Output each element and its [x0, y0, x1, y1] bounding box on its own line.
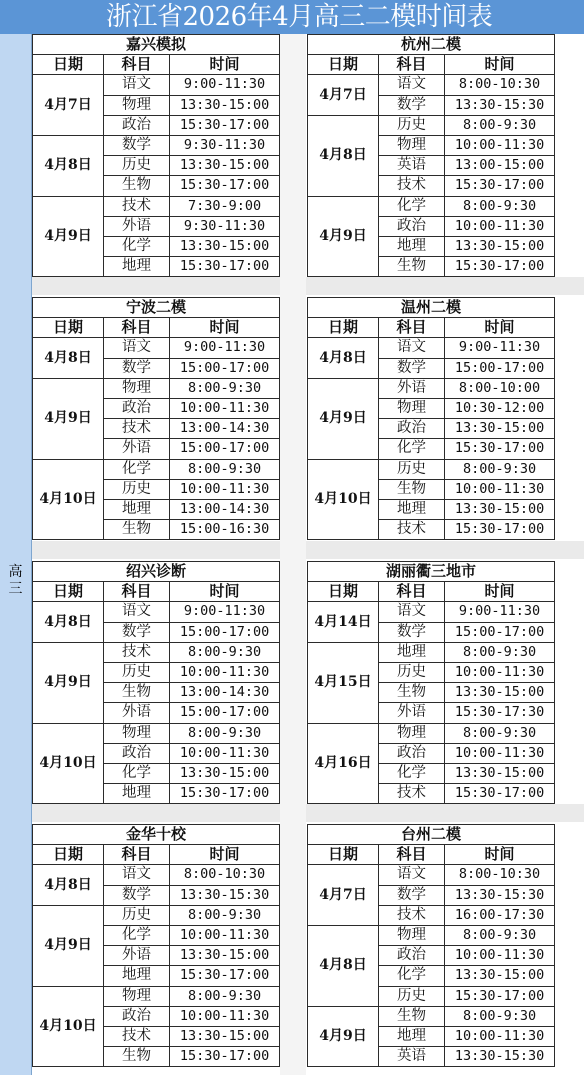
time-cell: 15:30-17:00: [445, 784, 555, 804]
table-row: [33, 865, 280, 885]
subject-cell: 语文: [104, 602, 170, 622]
table-row: [308, 338, 555, 358]
table-row: [33, 75, 280, 95]
date-cell: 4月8日: [33, 865, 104, 905]
exam-name-row: [308, 298, 555, 318]
subject-cell: 历史: [379, 459, 445, 479]
time-cell: 15:00-17:00: [445, 622, 555, 642]
subject-cell: 生物: [104, 176, 170, 196]
table-row: [308, 925, 555, 945]
time-cell: 10:00-11:30: [170, 479, 280, 499]
subject-cell: 英语: [379, 156, 445, 176]
time-cell: 13:30-15:00: [170, 763, 280, 783]
exam-block: [32, 297, 280, 540]
table-row: [308, 196, 555, 216]
subject-cell: 化学: [379, 439, 445, 459]
subject-cell: 政治: [379, 216, 445, 236]
subject-cell: 技术: [379, 520, 445, 540]
header-time: 时间: [170, 55, 280, 75]
subject-cell: 地理: [104, 257, 170, 277]
subject-cell: 政治: [379, 743, 445, 763]
table-row: [33, 338, 280, 358]
table-row: [308, 115, 555, 135]
header-time: 时间: [445, 55, 555, 75]
time-cell: 9:30-11:30: [170, 216, 280, 236]
subject-cell: 技术: [104, 642, 170, 662]
exam-block: [307, 34, 555, 277]
time-cell: 8:00-10:30: [445, 75, 555, 95]
subject-cell: 历史: [104, 905, 170, 925]
subject-cell: 数学: [379, 358, 445, 378]
date-cell: 4月7日: [308, 75, 379, 115]
exam-name-row: [33, 35, 280, 55]
subject-cell: 技术: [379, 176, 445, 196]
time-cell: 13:30-15:00: [170, 1026, 280, 1046]
header-row: [308, 318, 555, 338]
subject-cell: 化学: [104, 763, 170, 783]
time-cell: 13:30-15:00: [445, 763, 555, 783]
time-cell: 15:30-17:00: [445, 986, 555, 1006]
table-row: [308, 865, 555, 885]
subject-cell: 化学: [104, 459, 170, 479]
subject-cell: 历史: [104, 662, 170, 682]
time-cell: 15:30-17:00: [445, 257, 555, 277]
time-cell: 8:00-9:30: [170, 986, 280, 1006]
schedule-grid: [32, 34, 584, 1075]
time-cell: 13:30-15:30: [170, 885, 280, 905]
subject-cell: 外语: [104, 216, 170, 236]
subject-cell: 数学: [104, 622, 170, 642]
subject-cell: 历史: [379, 986, 445, 1006]
exam-table: [307, 824, 555, 1067]
header-time: 时间: [445, 582, 555, 602]
time-cell: 13:00-14:30: [170, 683, 280, 703]
date-cell: 4月8日: [308, 925, 379, 1006]
time-cell: 13:30-15:30: [445, 95, 555, 115]
subject-cell: 数学: [104, 885, 170, 905]
subject-cell: 物理: [104, 986, 170, 1006]
date-cell: 4月9日: [33, 378, 104, 459]
table-row: [33, 196, 280, 216]
time-cell: 13:00-14:30: [170, 419, 280, 439]
subject-cell: 数学: [379, 95, 445, 115]
header-row: [308, 845, 555, 865]
date-cell: 4月9日: [33, 905, 104, 986]
header-subject: 科目: [379, 582, 445, 602]
exam-block: [32, 34, 280, 277]
date-cell: 4月10日: [33, 459, 104, 540]
subject-cell: 数学: [379, 885, 445, 905]
exam-name-row: [308, 825, 555, 845]
time-cell: 15:30-17:00: [445, 439, 555, 459]
time-cell: 15:00-17:00: [170, 358, 280, 378]
exam-name: 台州二模: [308, 825, 555, 845]
date-cell: 4月14日: [308, 602, 379, 642]
exam-name: 杭州二模: [308, 35, 555, 55]
table-row: [308, 1006, 555, 1026]
header-date: 日期: [308, 845, 379, 865]
time-cell: 13:30-15:00: [445, 419, 555, 439]
subject-cell: 外语: [104, 439, 170, 459]
exam-name-row: [308, 562, 555, 582]
date-cell: 4月10日: [33, 723, 104, 804]
subject-cell: 地理: [379, 1026, 445, 1046]
time-cell: 8:00-9:30: [445, 723, 555, 743]
time-cell: 15:30-17:00: [170, 1047, 280, 1067]
time-cell: 13:00-15:00: [445, 156, 555, 176]
table-row: [33, 135, 280, 155]
header-time: 时间: [445, 318, 555, 338]
header-row: [308, 582, 555, 602]
time-cell: 15:30-17:30: [445, 703, 555, 723]
time-cell: 13:30-15:00: [445, 236, 555, 256]
subject-cell: 技术: [104, 196, 170, 216]
header-row: [308, 55, 555, 75]
date-cell: 4月9日: [308, 196, 379, 277]
exam-name: 嘉兴模拟: [33, 35, 280, 55]
subject-cell: 政治: [104, 743, 170, 763]
subject-cell: 物理: [379, 398, 445, 418]
table-row: [308, 602, 555, 622]
time-cell: 10:00-11:30: [445, 135, 555, 155]
header-date: 日期: [33, 318, 104, 338]
time-cell: 10:00-11:30: [170, 398, 280, 418]
time-cell: 9:00-11:30: [445, 602, 555, 622]
header-subject: 科目: [379, 55, 445, 75]
grade-label: [0, 564, 31, 598]
subject-cell: 技术: [104, 1026, 170, 1046]
header-time: 时间: [170, 318, 280, 338]
header-row: [33, 582, 280, 602]
subject-cell: 生物: [379, 1006, 445, 1026]
time-cell: 8:00-9:30: [445, 459, 555, 479]
time-cell: 15:30-17:00: [170, 176, 280, 196]
subject-cell: 物理: [379, 135, 445, 155]
time-cell: 15:30-17:00: [445, 520, 555, 540]
time-cell: 13:30-15:00: [170, 156, 280, 176]
header-subject: 科目: [104, 55, 170, 75]
time-cell: 9:00-11:30: [445, 338, 555, 358]
subject-cell: 地理: [379, 642, 445, 662]
date-cell: 4月15日: [308, 642, 379, 723]
time-cell: 8:00-9:30: [445, 1006, 555, 1026]
exam-block: [32, 561, 280, 804]
row-separator: [32, 541, 584, 559]
time-cell: 8:00-10:00: [445, 378, 555, 398]
time-cell: 16:00-17:30: [445, 905, 555, 925]
time-cell: 10:00-11:30: [445, 1026, 555, 1046]
subject-cell: 外语: [104, 946, 170, 966]
exam-name-row: [33, 298, 280, 318]
subject-cell: 生物: [104, 683, 170, 703]
subject-cell: 政治: [379, 946, 445, 966]
table-row: [33, 723, 280, 743]
time-cell: 15:30-17:00: [445, 176, 555, 196]
header-row: [33, 845, 280, 865]
header-subject: 科目: [379, 845, 445, 865]
header-date: 日期: [33, 845, 104, 865]
time-cell: 8:00-9:30: [445, 115, 555, 135]
date-cell: 4月9日: [33, 196, 104, 277]
subject-cell: 地理: [104, 966, 170, 986]
date-cell: 4月16日: [308, 723, 379, 804]
subject-cell: 化学: [379, 763, 445, 783]
time-cell: 9:00-11:30: [170, 338, 280, 358]
time-cell: 9:30-11:30: [170, 135, 280, 155]
exam-name: 温州二模: [308, 298, 555, 318]
table-row: [33, 905, 280, 925]
time-cell: 8:00-9:30: [170, 642, 280, 662]
subject-cell: 技术: [104, 419, 170, 439]
time-cell: 15:00-17:00: [445, 358, 555, 378]
subject-cell: 政治: [104, 1006, 170, 1026]
time-cell: 10:00-11:30: [445, 743, 555, 763]
time-cell: 13:30-15:00: [445, 683, 555, 703]
table-row: [33, 378, 280, 398]
subject-cell: 地理: [379, 236, 445, 256]
subject-cell: 地理: [104, 784, 170, 804]
row-separator: [32, 804, 584, 822]
exam-name: 绍兴诊断: [33, 562, 280, 582]
time-cell: 13:30-15:30: [445, 1047, 555, 1067]
subject-cell: 语文: [104, 75, 170, 95]
header-date: 日期: [308, 582, 379, 602]
time-cell: 7:30-9:00: [170, 196, 280, 216]
time-cell: 10:00-11:30: [445, 946, 555, 966]
date-cell: 4月8日: [308, 115, 379, 196]
table-row: [33, 602, 280, 622]
exam-table: [32, 34, 280, 277]
subject-cell: 物理: [379, 723, 445, 743]
subject-cell: 语文: [104, 865, 170, 885]
exam-block: [307, 561, 555, 804]
row-separator: [32, 277, 584, 295]
header-subject: 科目: [379, 318, 445, 338]
header-subject: 科目: [104, 845, 170, 865]
time-cell: 8:00-9:30: [445, 925, 555, 945]
time-cell: 10:00-11:30: [170, 662, 280, 682]
time-cell: 15:00-16:30: [170, 520, 280, 540]
time-cell: 15:00-17:00: [170, 439, 280, 459]
time-cell: 10:00-11:30: [170, 1006, 280, 1026]
table-row: [308, 378, 555, 398]
grade-char: 高: [8, 564, 23, 580]
time-cell: 15:00-17:00: [170, 703, 280, 723]
exam-table: [307, 34, 555, 277]
subject-cell: 化学: [104, 925, 170, 945]
exam-table: [32, 297, 280, 540]
header-time: 时间: [445, 845, 555, 865]
time-cell: 8:00-9:30: [170, 905, 280, 925]
date-cell: 4月10日: [33, 986, 104, 1067]
table-row: [308, 723, 555, 743]
subject-cell: 历史: [379, 115, 445, 135]
time-cell: 10:00-11:30: [445, 216, 555, 236]
time-cell: 10:00-11:30: [445, 662, 555, 682]
header-time: 时间: [170, 845, 280, 865]
page-title: 浙江省2026年4月高三二模时间表: [106, 2, 493, 32]
date-cell: 4月9日: [308, 378, 379, 459]
exam-name-row: [33, 825, 280, 845]
time-cell: 8:00-10:30: [445, 865, 555, 885]
subject-cell: 语文: [379, 602, 445, 622]
subject-cell: 物理: [104, 723, 170, 743]
subject-cell: 技术: [379, 905, 445, 925]
date-cell: 4月9日: [308, 1006, 379, 1067]
table-row: [33, 459, 280, 479]
subject-cell: 政治: [104, 115, 170, 135]
subject-cell: 外语: [379, 378, 445, 398]
time-cell: 13:30-15:00: [170, 236, 280, 256]
table-row: [308, 459, 555, 479]
exam-block: [307, 297, 555, 540]
header-date: 日期: [33, 582, 104, 602]
subject-cell: 技术: [379, 784, 445, 804]
time-cell: 13:30-15:00: [445, 966, 555, 986]
table-row: [33, 642, 280, 662]
time-cell: 15:30-17:00: [170, 115, 280, 135]
table-row: [33, 986, 280, 1006]
subject-cell: 生物: [379, 683, 445, 703]
subject-cell: 数学: [104, 358, 170, 378]
subject-cell: 化学: [379, 966, 445, 986]
time-cell: 9:00-11:30: [170, 602, 280, 622]
date-cell: 4月8日: [33, 602, 104, 642]
subject-cell: 语文: [104, 338, 170, 358]
time-cell: 8:00-9:30: [445, 642, 555, 662]
exam-table: [307, 297, 555, 540]
exam-table: [32, 824, 280, 1067]
header-date: 日期: [308, 318, 379, 338]
table-row: [308, 642, 555, 662]
subject-cell: 物理: [104, 95, 170, 115]
time-cell: 13:30-15:00: [170, 946, 280, 966]
header-subject: 科目: [104, 318, 170, 338]
subject-cell: 语文: [379, 75, 445, 95]
date-cell: 4月7日: [308, 865, 379, 926]
exam-table: [32, 561, 280, 804]
header-time: 时间: [170, 582, 280, 602]
time-cell: 10:00-11:30: [445, 479, 555, 499]
date-cell: 4月8日: [33, 338, 104, 378]
time-cell: 13:30-15:00: [445, 499, 555, 519]
time-cell: 9:00-11:30: [170, 75, 280, 95]
exam-table: [307, 561, 555, 804]
time-cell: 13:30-15:30: [445, 885, 555, 905]
date-cell: 4月10日: [308, 459, 379, 540]
column-separator: [280, 34, 306, 1075]
time-cell: 13:00-14:30: [170, 499, 280, 519]
header-row: [33, 318, 280, 338]
exam-name-row: [33, 562, 280, 582]
date-cell: 4月8日: [308, 338, 379, 378]
subject-cell: 物理: [379, 925, 445, 945]
subject-cell: 数学: [379, 622, 445, 642]
exam-name-row: [308, 35, 555, 55]
time-cell: 8:00-9:30: [170, 378, 280, 398]
header-date: 日期: [308, 55, 379, 75]
subject-cell: 生物: [104, 520, 170, 540]
subject-cell: 历史: [104, 479, 170, 499]
exam-name: 宁波二模: [33, 298, 280, 318]
subject-cell: 物理: [104, 378, 170, 398]
time-cell: 10:30-12:00: [445, 398, 555, 418]
time-cell: 10:00-11:30: [170, 743, 280, 763]
subject-cell: 化学: [104, 236, 170, 256]
date-cell: 4月8日: [33, 135, 104, 196]
time-cell: 13:30-15:00: [170, 95, 280, 115]
subject-cell: 地理: [379, 499, 445, 519]
grade-char: 三: [8, 581, 23, 597]
subject-cell: 外语: [379, 703, 445, 723]
table-row: [308, 75, 555, 95]
subject-cell: 生物: [379, 257, 445, 277]
subject-cell: 语文: [379, 338, 445, 358]
subject-cell: 政治: [104, 398, 170, 418]
subject-cell: 地理: [104, 499, 170, 519]
subject-cell: 政治: [379, 419, 445, 439]
header-row: [33, 55, 280, 75]
time-cell: 10:00-11:30: [170, 925, 280, 945]
subject-cell: 语文: [379, 865, 445, 885]
time-cell: 8:00-9:30: [445, 196, 555, 216]
date-cell: 4月7日: [33, 75, 104, 136]
time-cell: 8:00-9:30: [170, 723, 280, 743]
time-cell: 15:30-17:00: [170, 966, 280, 986]
time-cell: 15:30-17:00: [170, 784, 280, 804]
subject-cell: 生物: [379, 479, 445, 499]
time-cell: 8:00-10:30: [170, 865, 280, 885]
header-subject: 科目: [104, 582, 170, 602]
title-bar: [0, 0, 584, 34]
subject-cell: 外语: [104, 703, 170, 723]
subject-cell: 英语: [379, 1047, 445, 1067]
exam-name: 金华十校: [33, 825, 280, 845]
exam-name: 湖丽衢三地市: [308, 562, 555, 582]
subject-cell: 生物: [104, 1047, 170, 1067]
subject-cell: 历史: [379, 662, 445, 682]
subject-cell: 历史: [104, 156, 170, 176]
date-cell: 4月9日: [33, 642, 104, 723]
grade-column: [0, 34, 32, 1075]
subject-cell: 数学: [104, 135, 170, 155]
exam-block: [307, 824, 555, 1067]
exam-block: [32, 824, 280, 1067]
subject-cell: 化学: [379, 196, 445, 216]
time-cell: 15:30-17:00: [170, 257, 280, 277]
time-cell: 8:00-9:30: [170, 459, 280, 479]
header-date: 日期: [33, 55, 104, 75]
time-cell: 15:00-17:00: [170, 622, 280, 642]
